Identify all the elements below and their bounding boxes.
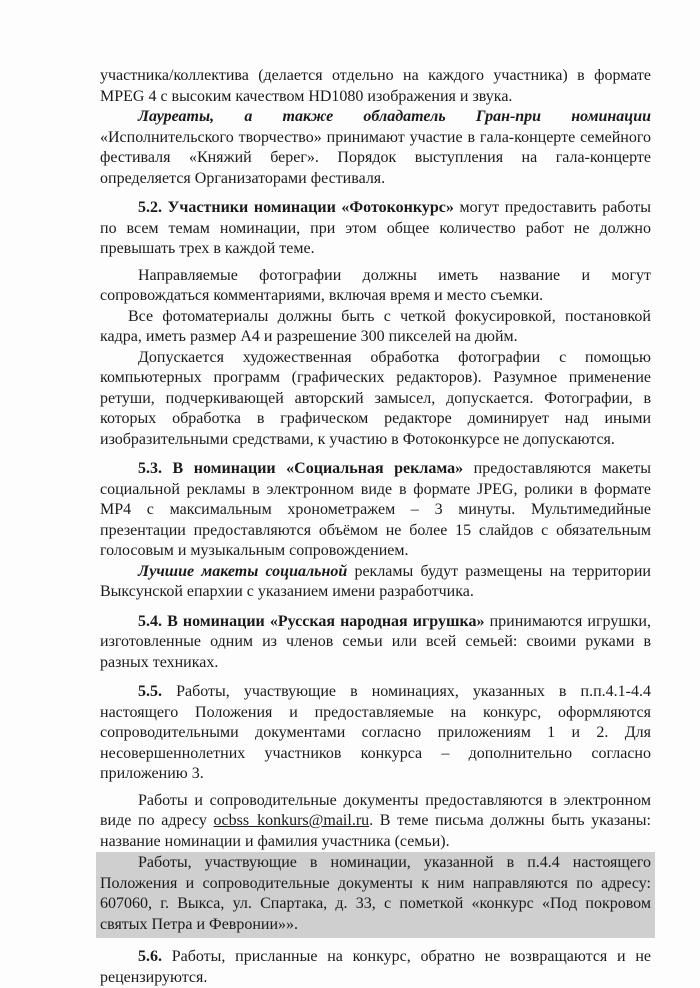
section-5-5	[100, 682, 651, 785]
postal-address-paragraph: Работы, участвующие в номинации, указанной в п.4.4 настоящего Положения и сопроводительные документы к ним направляются по адресу: 607060, г. Выкса, ул. Спартака, д. 33, с пометкой «конкурс «Под покровом святых Петра и Февронии»».	[96, 852, 655, 938]
photo-titles-paragraph: Направляемые фотографии должны иметь название и могут сопровождаться комментариями, включая время и место съемки.	[100, 266, 651, 304]
section-5-6-text: Работы, присланные на конкурс, обратно не возвращаются и не рецензируются.	[100, 948, 651, 986]
submission-text-b: . В теме письма должны быть указаны: название номинации и фамилия участника (семьи).	[100, 812, 651, 850]
section-5-2-heading: 5.2. Участники номинации «Фотоконкурс»	[138, 199, 454, 216]
best-layouts-lead: Лучшие макеты социальной	[138, 562, 348, 580]
section-5-3	[100, 459, 651, 562]
laureates-paragraph: «Исполнительского творчество» принимают участие в гала-концерте семейного фестиваля «Княжий берег». Порядок выступления на гала-концерте определяется Организаторами фестиваля.	[100, 128, 651, 187]
document-body	[100, 66, 651, 988]
paragraph-format-note: участника/коллектива (делается отдельно на каждого участника) в формате MPEG 4 с высоким качеством HD1080 изображения и звука.	[100, 67, 651, 105]
email-link[interactable]: ocbss_konkurs@mail.ru	[213, 812, 370, 829]
section-5-5-text: Работы, участвующие в номинациях, указанных в п.п.4.1-4.4 настоящего Положения и предоставляемые на конкурс, оформляются сопроводительными документами согласно приложениям 1 и 2. Для несовершеннолетних участников конкурса – дополнительно согласно приложению 3.	[100, 683, 651, 782]
section-5-3-heading: 5.3. В номинации «Социальная реклама»	[138, 460, 464, 477]
section-5-2-text: могут предоставить работы по всем темам номинации, при этом общее количество работ не должно превышать трех в каждой теме.	[100, 199, 651, 257]
section-5-2	[100, 198, 651, 260]
photo-editing-paragraph: Допускается художественная обработка фотографии с помощью компьютерных программ (графических редакторов). Разумное применение ретуши, подчеркивающей авторский замысел, допускается. Фотографии, в которых обработка в графическом редакторе доминирует над иными изобразительными средствами, к участию в Фотоконкурсе не допускаются.	[100, 348, 651, 448]
section-5-6	[100, 947, 651, 988]
submission-text-a: Работы и сопроводительные документы предоставляются в электронном виде по адресу	[100, 791, 651, 829]
section-5-4-heading: 5.4. В номинации «Русская народная игрушка»	[138, 612, 485, 630]
best-layouts-paragraph	[100, 562, 651, 603]
best-layouts-text: рекламы будут размещены на территории Выксунской епархии с указанием имени разработчика.	[100, 562, 651, 600]
laureates-lead	[100, 107, 651, 128]
photo-quality-paragraph: Все фотоматериалы должны быть с четкой фокусировкой, постановкой кадра, иметь размер А4 и разрешение 300 пикселей на дюйм.	[100, 307, 651, 345]
submission-paragraph	[100, 791, 651, 853]
section-5-4	[100, 612, 651, 674]
section-5-6-heading: 5.6.	[138, 948, 162, 965]
section-5-4-text: принимаются игрушки, изготовленные одним из членов семьи или всей семьей: своими руками в разных техниках.	[100, 612, 651, 671]
section-5-5-heading: 5.5.	[138, 683, 162, 700]
laureates-lead-text: Лауреаты, а также обладатель Гран-при номинации	[138, 108, 651, 125]
section-5-3-text: предоставляются макеты социальной рекламы в электронном виде в формате JPEG, ролики в формате MP4 с максимальным хронометражем – 3 минуты. Мультимедийные презентации предоставляются объёмом не более 15 слайдов с обязательным голосовым и музыкальным сопровождением.	[100, 460, 651, 559]
